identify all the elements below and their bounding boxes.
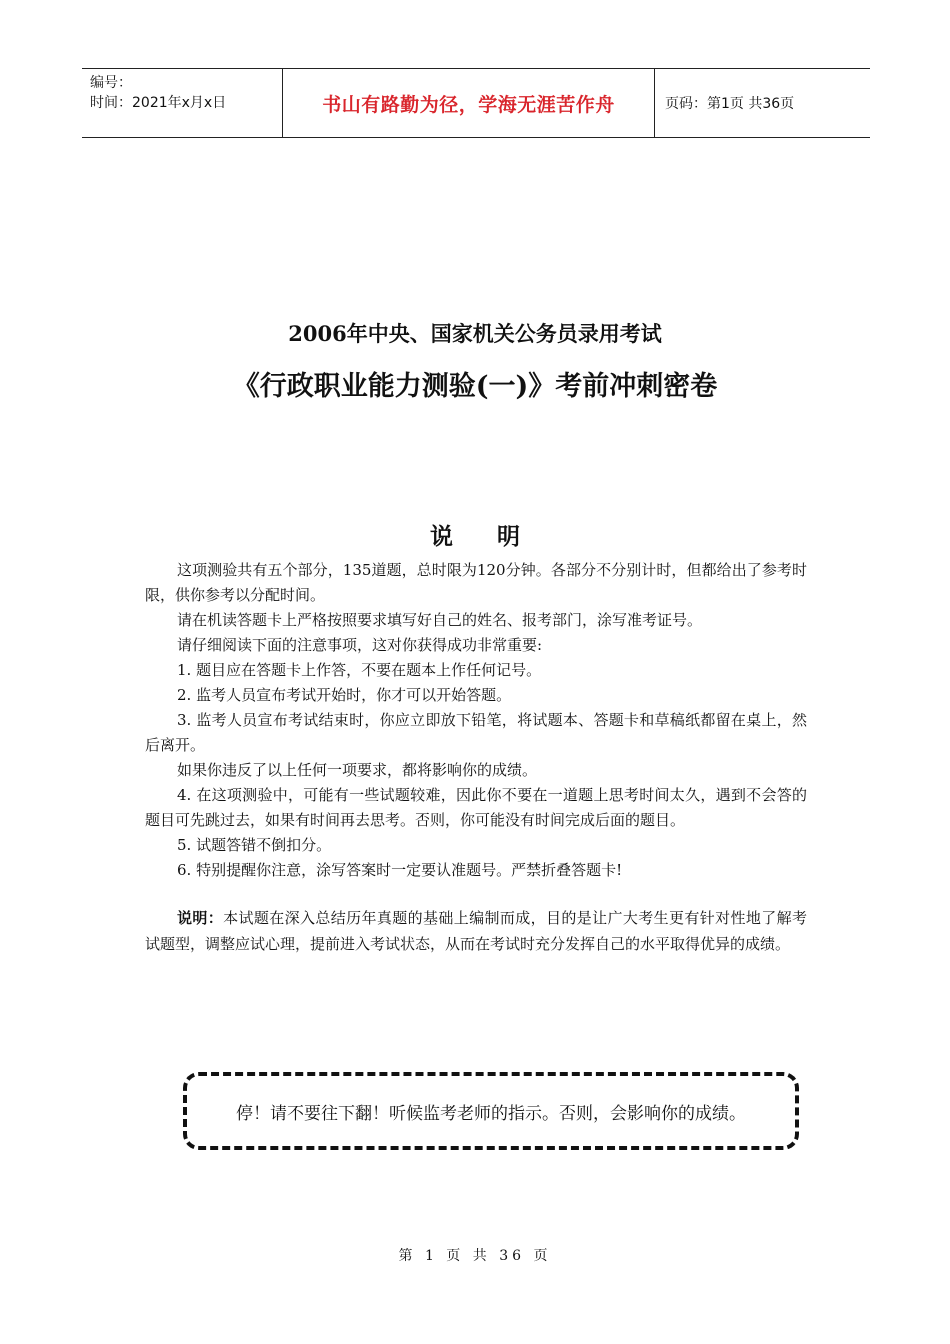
header-meta	[82, 69, 282, 137]
serial-number-label: 编号：	[90, 75, 132, 91]
section-title: 说明	[430, 524, 564, 550]
exam-subtitle: 《行政职业能力测验(一)》考前冲刺密卷	[232, 371, 718, 402]
header-motto: 书山有路勤为径，学海无涯苦作舟	[282, 69, 655, 137]
instruction-paragraph: 4. 在这项测验中，可能有一些试题较难，因此你不要在一道题上思考时间太久，遇到不会答的题目可先跳过去，如果有时间再去思考。否则，你可能没有时间完成后面的题目。	[145, 786, 807, 829]
instruction-paragraph: 如果你违反了以上任何一项要求，都将影响你的成绩。	[177, 761, 538, 779]
instruction-paragraph: 请在机读答题卡上严格按照要求填写好自己的姓名、报考部门，涂写准考证号。	[177, 611, 703, 629]
stop-notice-text: 停！请不要往下翻！听候监考老师的指示。否则，会影响你的成绩。	[236, 1103, 746, 1124]
instruction-paragraph: 1. 题目应在答题卡上作答，不要在题本上作任何记号。	[177, 661, 542, 679]
note-paragraph	[145, 905, 807, 957]
instruction-paragraph: 这项测验共有五个部分，135道题，总时限为120分钟。各部分不分别计时，但都给出了参考时限，供你参考以分配时间。	[145, 561, 807, 604]
instructions	[145, 558, 807, 883]
instruction-paragraph: 请仔细阅读下面的注意事项，这对你获得成功非常重要:	[177, 636, 543, 654]
instruction-paragraph: 5. 试题答错不倒扣分。	[177, 836, 332, 854]
header-table	[82, 68, 870, 138]
instruction-paragraph: 2. 监考人员宣布考试开始时，你才可以开始答题。	[177, 686, 512, 704]
date-label: 时间：2021年x月x日	[90, 95, 227, 111]
exam-title: 2006年中央、国家机关公务员录用考试	[288, 321, 662, 346]
footer-page-number: 第 1 页 共 36 页	[398, 1248, 552, 1264]
instruction-paragraph: 6. 特别提醒你注意，涂写答案时一定要认准题号。严禁折叠答题卡!	[177, 861, 623, 879]
stop-notice-box	[183, 1072, 799, 1150]
header-page-info: 页码：第1页 共36页	[665, 96, 795, 112]
note-label: 说明：	[177, 909, 224, 927]
instruction-paragraph: 3. 监考人员宣布考试结束时，你应立即放下铅笔，将试题本、答题卡和草稿纸都留在桌上，然后离开。	[145, 711, 807, 754]
note-text: 本试题在深入总结历年真题的基础上编制而成，目的是让广大考生更有针对性地了解考试题型，调整应试心理，提前进入考试状态，从而在考试时充分发挥自己的水平取得优异的成绩。	[145, 909, 807, 953]
